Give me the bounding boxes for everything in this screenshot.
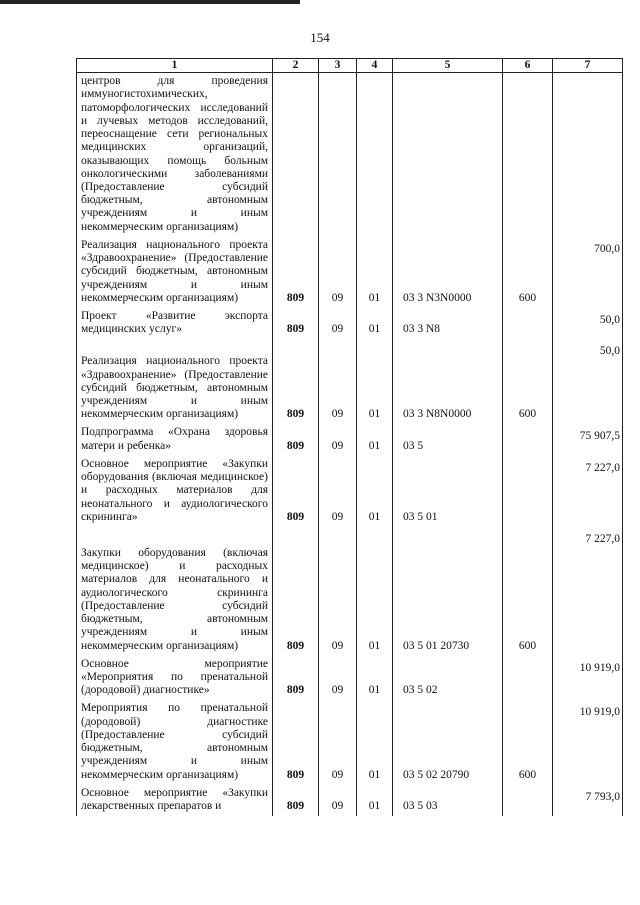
row-c3: 09 xyxy=(319,700,357,784)
row-c4: 01 xyxy=(357,308,393,339)
row-c7: 7 793,0 xyxy=(553,785,623,816)
row-c4: 01 xyxy=(357,527,393,656)
row-c5: 03 3 N8N0000 xyxy=(393,339,503,424)
page-number: 154 xyxy=(310,30,330,45)
row-c3: 09 xyxy=(319,424,357,455)
col-header-1: 1 xyxy=(77,59,273,73)
budget-table xyxy=(76,58,623,816)
row-c3: 09 xyxy=(319,656,357,701)
table-row xyxy=(77,527,623,656)
row-c5: 03 5 01 xyxy=(393,456,503,527)
col-header-4: 4 xyxy=(357,59,393,73)
row-c3: 09 xyxy=(319,527,357,656)
col-header-2: 2 xyxy=(273,59,319,73)
row-c5: 03 5 xyxy=(393,424,503,455)
row-c5: 03 5 02 xyxy=(393,656,503,701)
row-c4: 01 xyxy=(357,656,393,701)
row-name: Закупки оборудования (включая медицинское) и расходных материалов для неонатального и аудиологического скрининга (Предоставление субсидий бюджетным, автономным учреждениям и иным некоммерческим организациям) xyxy=(77,527,273,656)
row-c2: 809 xyxy=(273,339,319,424)
row-name: Мероприятия по пренатальной (дородовой) диагностике (Предоставление субсидий бюджетным, автономным учреждениям и иным некоммерческим организациям) xyxy=(77,700,273,784)
row-c3: 09 xyxy=(319,456,357,527)
top-rule xyxy=(0,0,300,4)
row-c4 xyxy=(357,73,393,237)
row-c6 xyxy=(503,308,553,339)
row-c6 xyxy=(503,785,553,816)
row-c2: 809 xyxy=(273,656,319,701)
row-c4: 01 xyxy=(357,424,393,455)
table-row xyxy=(77,700,623,784)
header-row xyxy=(77,59,623,73)
row-name: Реализация национального проекта «Здравоохранение» (Предоставление субсидий бюджетным, автономным учреждениям и иным некоммерческим организациям) xyxy=(77,339,273,424)
col-header-7: 7 xyxy=(553,59,623,73)
row-c6: 600 xyxy=(503,339,553,424)
row-name: центров для проведения иммуногистохимических, патоморфологических исследований и лучевых методов исследований, переоснащение сети региональных медицинских организаций, оказывающих помощь больным онкологическими заболеваниями (Предоставление субсидий бюджетным, автономным учреждениям и иным некоммерческим организациям) xyxy=(77,73,273,237)
row-c7: 75 907,5 xyxy=(553,424,623,455)
row-c7: 7 227,0 xyxy=(553,527,623,656)
row-c4: 01 xyxy=(357,700,393,784)
row-c5: 03 5 01 20730 xyxy=(393,527,503,656)
row-name: Реализация национального проекта «Здравоохранение» (Предоставление субсидий бюджетным, автономным учреждениям и иным некоммерческим организациям) xyxy=(77,237,273,308)
row-c6: 600 xyxy=(503,700,553,784)
table-row xyxy=(77,656,623,701)
table-row xyxy=(77,339,623,424)
row-c6: 600 xyxy=(503,237,553,308)
row-c4: 01 xyxy=(357,237,393,308)
row-c3: 09 xyxy=(319,339,357,424)
row-c5: 03 3 N3N0000 xyxy=(393,237,503,308)
row-c3 xyxy=(319,73,357,237)
row-c2: 809 xyxy=(273,527,319,656)
row-c2: 809 xyxy=(273,785,319,816)
row-c6: 600 xyxy=(503,527,553,656)
row-c2: 809 xyxy=(273,237,319,308)
row-c2: 809 xyxy=(273,700,319,784)
row-c5: 03 5 03 xyxy=(393,785,503,816)
row-c3: 09 xyxy=(319,308,357,339)
row-c3: 09 xyxy=(319,785,357,816)
row-c4: 01 xyxy=(357,339,393,424)
row-name: Подпрограмма «Охрана здоровья матери и ребенка» xyxy=(77,424,273,455)
row-c6 xyxy=(503,656,553,701)
row-c2: 809 xyxy=(273,308,319,339)
row-name: Основное мероприятие «Мероприятия по пренатальной (дородовой) диагностике» xyxy=(77,656,273,701)
row-c5 xyxy=(393,73,503,237)
col-header-6: 6 xyxy=(503,59,553,73)
row-c7: 7 227,0 xyxy=(553,456,623,527)
row-c2: 809 xyxy=(273,456,319,527)
row-c2 xyxy=(273,73,319,237)
row-c5: 03 5 02 20790 xyxy=(393,700,503,784)
row-c7 xyxy=(553,73,623,237)
row-c6 xyxy=(503,424,553,455)
row-c6 xyxy=(503,456,553,527)
table-row xyxy=(77,424,623,455)
row-c3: 09 xyxy=(319,237,357,308)
row-c4: 01 xyxy=(357,456,393,527)
table-row xyxy=(77,237,623,308)
row-c7: 10 919,0 xyxy=(553,656,623,701)
row-name: Проект «Развитие экспорта медицинских услуг» xyxy=(77,308,273,339)
row-c5: 03 3 N8 xyxy=(393,308,503,339)
row-c6 xyxy=(503,73,553,237)
table-row xyxy=(77,456,623,527)
row-c7: 50,0 xyxy=(553,339,623,424)
row-name: Основное мероприятие «Закупки лекарственных препаратов и xyxy=(77,785,273,816)
table-row xyxy=(77,308,623,339)
col-header-3: 3 xyxy=(319,59,357,73)
table-row xyxy=(77,785,623,816)
row-c7: 10 919,0 xyxy=(553,700,623,784)
row-c4: 01 xyxy=(357,785,393,816)
row-c2: 809 xyxy=(273,424,319,455)
row-c7: 700,0 xyxy=(553,237,623,308)
table-row xyxy=(77,73,623,237)
row-name: Основное мероприятие «Закупки оборудования (включая медицинское) и расходных материалов для неонатального и аудиологического скрининга» xyxy=(77,456,273,527)
row-c7: 50,0 xyxy=(553,308,623,339)
col-header-5: 5 xyxy=(393,59,503,73)
